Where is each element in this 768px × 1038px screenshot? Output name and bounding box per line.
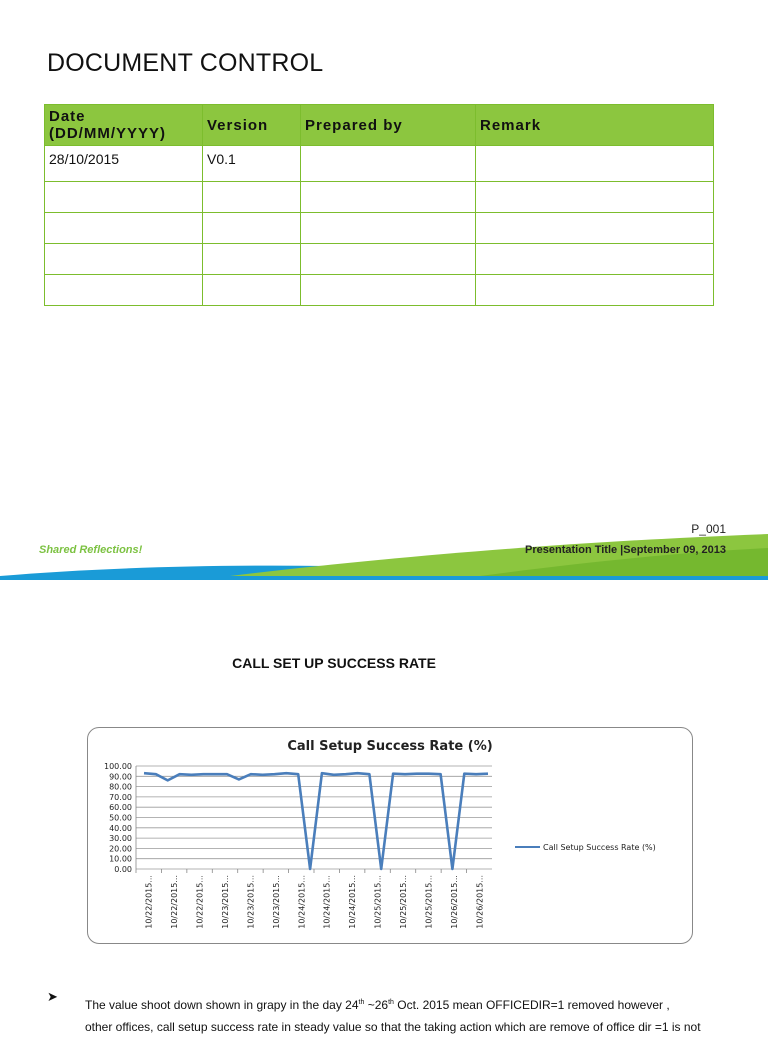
call-setup-slide: [0, 580, 768, 1034]
bullet-text-part: The value shoot down shown in grapy in the day 24: [85, 998, 359, 1012]
cell-prepared-by: [301, 146, 476, 182]
chart-frame: [87, 727, 693, 944]
bullet-text-line2: other offices, call setup success rate in steady value so that the taking action which are remove of office dir =1 is not: [85, 1020, 701, 1034]
header-prepared-by: Prepared by: [301, 105, 476, 146]
cell-version: V0.1: [203, 146, 301, 182]
cell-date: [45, 275, 203, 306]
y-tick-label: 0.00: [114, 865, 132, 874]
bullet-text-part: Oct. 2015 mean OFFICEDIR=1 removed however ,: [393, 998, 670, 1012]
header-version: Version: [203, 105, 301, 146]
cell-version: [203, 244, 301, 275]
y-tick-label: 70.00: [109, 792, 132, 802]
cell-remark: [476, 182, 714, 213]
line-chart: [88, 728, 692, 943]
cell-version: [203, 213, 301, 244]
header-date: [45, 105, 203, 146]
x-tick-label: 10/24/2015...: [322, 875, 332, 929]
section-heading: CALL SET UP SUCCESS RATE: [232, 655, 436, 671]
table-row: [45, 146, 714, 182]
cell-prepared-by: [301, 244, 476, 275]
cell-prepared-by: [301, 213, 476, 244]
bullet-text-part: ~26: [364, 998, 389, 1012]
cell-prepared-by: [301, 182, 476, 213]
y-tick-label: 100.00: [104, 762, 132, 771]
cell-remark: [476, 275, 714, 306]
bullet-superscript: th: [388, 999, 394, 1006]
table-row: [45, 213, 714, 244]
y-tick-label: 10.00: [109, 854, 132, 864]
y-tick-label: 30.00: [109, 834, 132, 844]
cell-date: [45, 244, 203, 275]
table-row: [45, 244, 714, 275]
chart-title: Call Setup Success Rate (%): [287, 739, 493, 754]
cell-prepared-by: [301, 275, 476, 306]
bullet-arrow-icon: ➤: [47, 989, 58, 1004]
x-tick-label: 10/26/2015...: [475, 875, 485, 929]
x-tick-label: 10/23/2015...: [271, 875, 281, 929]
table-header-row: [45, 105, 714, 146]
cell-version: [203, 182, 301, 213]
table-row: [45, 182, 714, 213]
page-number: P_001: [691, 522, 726, 536]
x-tick-label: 10/23/2015...: [221, 875, 230, 929]
x-tick-label: 10/24/2015...: [348, 875, 358, 929]
header-date-format: (DD/MM/YYYY): [49, 125, 166, 142]
x-tick-label: 10/24/2015...: [297, 875, 307, 929]
y-tick-label: 90.00: [109, 772, 132, 782]
x-tick-label: 10/25/2015...: [399, 875, 408, 929]
cell-remark: [476, 244, 714, 275]
cell-date: [45, 182, 203, 213]
cell-date: 28/10/2015: [45, 146, 203, 182]
x-tick-label: 10/26/2015...: [449, 875, 459, 929]
y-tick-label: 20.00: [109, 844, 132, 854]
x-tick-label: 10/25/2015...: [373, 875, 383, 929]
y-tick-label: 50.00: [109, 813, 132, 823]
presentation-footer: Presentation Title |September 09, 2013: [525, 544, 726, 556]
x-tick-label: 10/22/2015...: [144, 875, 154, 929]
brand-tagline: Shared Reflections!: [39, 544, 143, 556]
y-tick-label: 80.00: [109, 782, 132, 792]
page-title: DOCUMENT CONTROL: [47, 49, 324, 77]
x-tick-label: 10/22/2015...: [170, 875, 180, 929]
bullet-superscript: th: [358, 999, 365, 1006]
series-line: [144, 773, 488, 869]
cell-remark: [476, 146, 714, 182]
y-tick-label: 60.00: [109, 803, 132, 813]
legend-label: Call Setup Success Rate (%): [543, 843, 656, 852]
y-tick-label: 40.00: [109, 823, 132, 833]
bullet-text: [85, 992, 725, 1038]
x-tick-label: 10/22/2015...: [195, 875, 205, 929]
cell-version: [203, 275, 301, 306]
document-control-table: [44, 104, 714, 306]
cell-remark: [476, 213, 714, 244]
header-remark: Remark: [476, 105, 714, 146]
x-tick-label: 10/23/2015...: [246, 875, 256, 929]
x-tick-label: 10/25/2015...: [424, 875, 434, 929]
table-row: [45, 275, 714, 306]
header-date-label: Date: [49, 108, 86, 125]
cell-date: [45, 213, 203, 244]
